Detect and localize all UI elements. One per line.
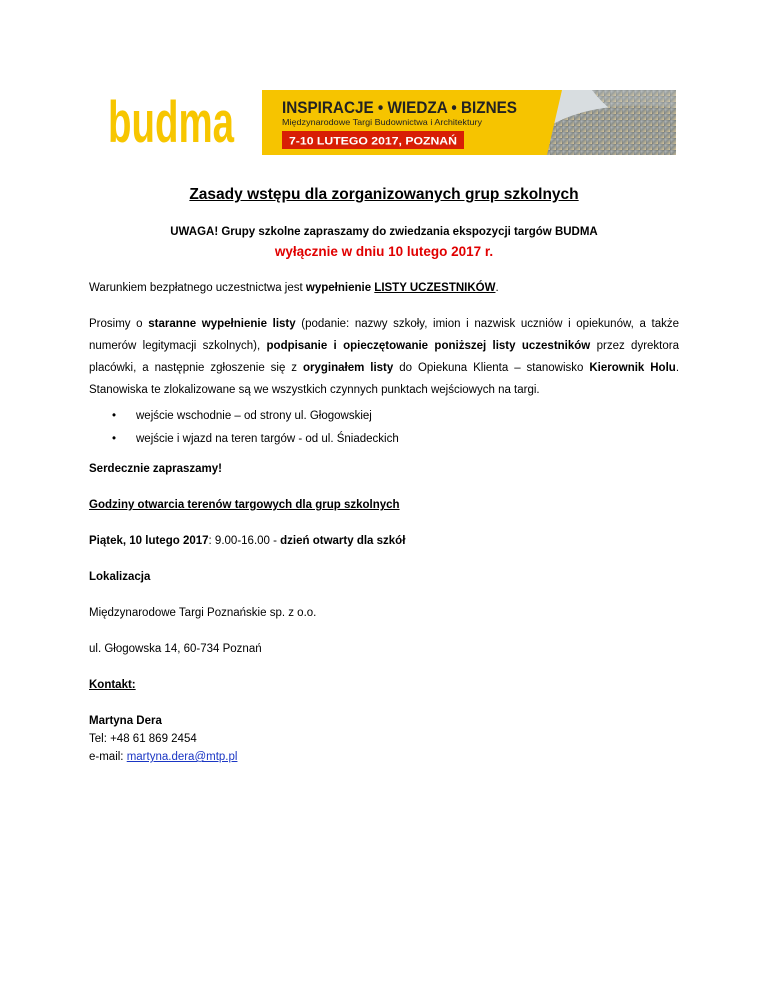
participant-list-link[interactable]: LISTY UCZESTNIKÓW bbox=[374, 282, 496, 294]
page-title: Zasady wstępu dla zorganizowanych grup szkolnych bbox=[189, 186, 579, 203]
welcome-text: Serdecznie zapraszamy! bbox=[89, 463, 222, 475]
opening-hours: Piątek, 10 lutego 2017: 9.00-16.00 - dzień otwarty dla szkół bbox=[89, 535, 406, 547]
budma-logo bbox=[108, 90, 235, 155]
address: ul. Głogowska 14, 60-734 Poznań bbox=[89, 643, 262, 655]
banner-dates: 7-10 LUTEGO 2017, POZNAŃ bbox=[289, 135, 440, 148]
contact-email: e-mail: martyna.dera@mtp.pl bbox=[89, 751, 238, 763]
hours-heading: Godziny otwarcia terenów targowych dla grup szkolnych bbox=[89, 499, 400, 511]
contact-name: Martyna Dera bbox=[89, 715, 162, 727]
condition-text: Warunkiem bezpłatnego uczestnictwa jest bbox=[89, 282, 306, 294]
banner-subtitle: Międzynarodowe Targi Budownictwa i Architektury bbox=[282, 117, 483, 127]
contact-heading: Kontakt: bbox=[89, 679, 136, 691]
condition-bold: wypełnienie bbox=[305, 282, 375, 294]
banner-graphic bbox=[262, 90, 676, 155]
bullet-icon: • bbox=[112, 433, 117, 445]
notice-date: wyłącznie w dniu 10 lutego 2017 r. bbox=[274, 244, 494, 259]
participation-condition: Warunkiem bezpłatnego uczestnictwa jest wypełnienie LISTY UCZESTNIKÓW. bbox=[89, 282, 499, 294]
list-item: • wejście wschodnie – od strony ul. Głogowskiej bbox=[112, 405, 399, 428]
budma-logo-text: budma bbox=[108, 90, 235, 155]
event-banner bbox=[262, 90, 676, 155]
company-name: Międzynarodowe Targi Poznańskie sp. z o.o. bbox=[89, 607, 317, 619]
bullet-icon: • bbox=[112, 410, 117, 422]
location-heading: Lokalizacja bbox=[89, 571, 151, 583]
email-link[interactable]: martyna.dera@mtp.pl bbox=[126, 751, 238, 763]
banner-slogan: INSPIRACJE • WIEDZA • BIZNES bbox=[282, 98, 517, 117]
contact-phone: Tel: +48 61 869 2454 bbox=[89, 733, 197, 745]
instructions-paragraph: Prosimy o staranne wypełnienie listy (podanie: nazwy szkoły, imion i nazwisk uczniów i opiekunów, a także numerów legitymacji szkolnych), podpisanie i opieczętowanie poniższej listy uczestników przez dyrektora placówki, a następnie zgłoszenie się z oryginałem listy do Opiekuna Klienta – stanowisko Kierownik Holu. Stanowiska te zlokalizowane są we wszystkich czynnych punktach wejściowych na targi. bbox=[89, 318, 680, 396]
notice: UWAGA! Grupy szkolne zapraszamy do zwiedzania ekspozycji targów BUDMA bbox=[170, 226, 598, 238]
entrance-list bbox=[112, 405, 399, 451]
list-item: • wejście i wjazd na teren targów - od ul. Śniadeckich bbox=[112, 428, 399, 451]
